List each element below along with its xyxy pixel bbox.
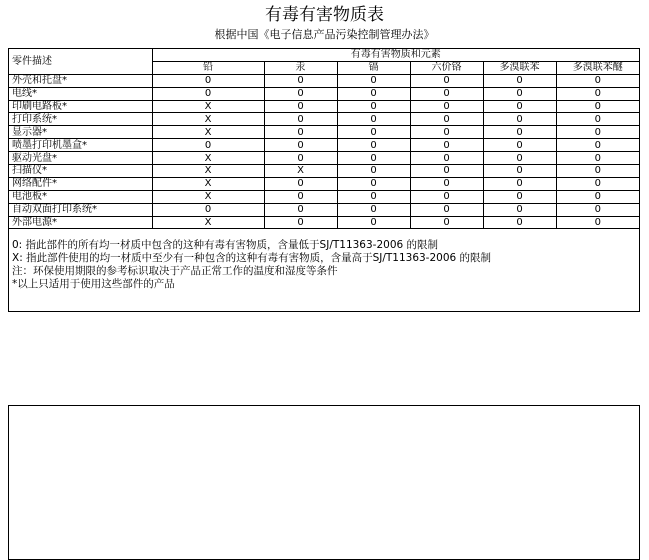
element-header: 多溴联苯 <box>483 61 556 74</box>
substance-value-cell: 0 <box>264 152 337 165</box>
substance-value-cell: 0 <box>483 177 556 190</box>
substance-value-cell: 0 <box>556 74 639 87</box>
table-row <box>9 87 639 100</box>
substances-group-header: 有毒有害物质和元素 <box>152 49 639 61</box>
substance-value-cell: 0 <box>264 190 337 203</box>
element-header: 汞 <box>264 61 337 74</box>
substance-value-cell: 0 <box>337 74 410 87</box>
substance-value-cell: 0 <box>556 203 639 216</box>
substance-value-cell: 0 <box>152 74 264 87</box>
substance-value-cell: 0 <box>483 87 556 100</box>
table-row <box>9 216 639 229</box>
element-header: 六价铬 <box>410 61 483 74</box>
note-x: X: 指此部件使用的均一材质中至少有一种包含的这种有毒有害物质，含量高于SJ/T11363-2006 的限制 <box>12 252 492 264</box>
substance-value-cell: 0 <box>410 139 483 152</box>
substance-value-cell: 0 <box>483 113 556 126</box>
part-name-cell: 打印系统* <box>9 113 152 126</box>
substance-value-cell: 0 <box>337 139 410 152</box>
substance-value-cell: 0 <box>410 126 483 139</box>
substance-value-cell: 0 <box>556 216 639 229</box>
substance-value-cell: 0 <box>410 177 483 190</box>
substance-value-cell: 0 <box>483 203 556 216</box>
substance-value-cell: 0 <box>556 113 639 126</box>
substance-value-cell: 0 <box>264 100 337 113</box>
substance-value-cell: 0 <box>337 87 410 100</box>
element-header: 铅 <box>152 61 264 74</box>
part-name-cell: 扫描仪* <box>9 165 152 178</box>
substance-value-cell: 0 <box>556 165 639 178</box>
substance-value-cell: 0 <box>264 139 337 152</box>
substance-value-cell: 0 <box>264 216 337 229</box>
substance-value-cell: 0 <box>556 152 639 165</box>
substance-value-cell: 0 <box>410 165 483 178</box>
document-subtitle: 根据中国《电子信息产品污染控制管理办法》 <box>214 28 435 41</box>
empty-box <box>8 405 640 560</box>
substance-value-cell: 0 <box>556 126 639 139</box>
part-name-cell: 印刷电路板* <box>9 100 152 113</box>
substance-value-cell: 0 <box>337 203 410 216</box>
table-row <box>9 100 639 113</box>
element-header: 镉 <box>337 61 410 74</box>
substance-value-cell: X <box>152 100 264 113</box>
element-header: 多溴联苯醚 <box>556 61 639 74</box>
document-title: 有毒有害物质表 <box>265 5 384 25</box>
substance-value-cell: 0 <box>264 74 337 87</box>
part-name-cell: 网络配件* <box>9 177 152 190</box>
substance-value-cell: 0 <box>556 87 639 100</box>
substance-value-cell: 0 <box>483 126 556 139</box>
substance-value-cell: 0 <box>556 190 639 203</box>
table-row <box>9 203 639 216</box>
note-environmental: 注：环保使用期限的参考标识取决于产品正常工作的温度和湿度等条件 <box>12 265 338 277</box>
substance-value-cell: 0 <box>410 100 483 113</box>
substance-value-cell: 0 <box>337 113 410 126</box>
substance-value-cell: 0 <box>483 74 556 87</box>
substance-value-cell: X <box>152 190 264 203</box>
substance-value-cell: 0 <box>556 100 639 113</box>
hazardous-substances-table-frame <box>8 48 640 312</box>
substance-value-cell: 0 <box>483 216 556 229</box>
substance-value-cell: 0 <box>483 152 556 165</box>
substance-value-cell: 0 <box>410 113 483 126</box>
substance-value-cell: 0 <box>264 113 337 126</box>
hazardous-substances-table <box>9 49 639 229</box>
substance-value-cell: 0 <box>410 87 483 100</box>
substance-value-cell: X <box>152 165 264 178</box>
substance-value-cell: X <box>152 177 264 190</box>
notes <box>12 239 636 291</box>
part-name-cell: 显示器* <box>9 126 152 139</box>
table-row <box>9 126 639 139</box>
part-name-cell: 自动双面打印系统* <box>9 203 152 216</box>
substance-value-cell: 0 <box>337 177 410 190</box>
substance-value-cell: 0 <box>337 126 410 139</box>
substance-value-cell: X <box>152 126 264 139</box>
substance-value-cell: 0 <box>483 165 556 178</box>
part-name-cell: 驱动光盘* <box>9 152 152 165</box>
substance-value-cell: 0 <box>410 74 483 87</box>
substance-value-cell: 0 <box>410 190 483 203</box>
table-row <box>9 152 639 165</box>
substance-value-cell: 0 <box>483 190 556 203</box>
part-name-cell: 电池板* <box>9 190 152 203</box>
substance-value-cell: X <box>152 216 264 229</box>
part-name-cell: 电线* <box>9 87 152 100</box>
table-row <box>9 177 639 190</box>
substance-value-cell: X <box>152 113 264 126</box>
substance-value-cell: 0 <box>264 87 337 100</box>
substance-value-cell: 0 <box>337 152 410 165</box>
note-asterisk: *以上只适用于使用这些部件的产品 <box>12 278 175 290</box>
substance-value-cell: 0 <box>152 139 264 152</box>
substance-value-cell: 0 <box>337 190 410 203</box>
substance-value-cell: 0 <box>337 100 410 113</box>
part-name-cell: 喷墨打印机墨盒* <box>9 139 152 152</box>
table-row <box>9 113 639 126</box>
substance-value-cell: 0 <box>410 152 483 165</box>
table-row <box>9 74 639 87</box>
substance-value-cell: 0 <box>556 139 639 152</box>
part-name-cell: 外壳和托盘* <box>9 74 152 87</box>
substance-value-cell: 0 <box>152 87 264 100</box>
table-row <box>9 190 639 203</box>
part-name-cell: 外部电源* <box>9 216 152 229</box>
substance-value-cell: 0 <box>264 126 337 139</box>
substance-value-cell: X <box>264 165 337 178</box>
substance-value-cell: 0 <box>483 139 556 152</box>
substance-value-cell: 0 <box>410 203 483 216</box>
substance-value-cell: 0 <box>337 216 410 229</box>
table-row <box>9 165 639 178</box>
substance-value-cell: 0 <box>264 177 337 190</box>
part-description-header: 零件描述 <box>9 49 152 74</box>
substance-value-cell: 0 <box>556 177 639 190</box>
substance-value-cell: 0 <box>337 165 410 178</box>
note-zero: 0: 指此部件的所有均一材质中包含的这种有毒有害物质，含量低于SJ/T11363-2006 的限制 <box>12 239 439 251</box>
substance-value-cell: 0 <box>152 203 264 216</box>
substance-value-cell: 0 <box>264 203 337 216</box>
table-row <box>9 139 639 152</box>
substance-value-cell: X <box>152 152 264 165</box>
substance-value-cell: 0 <box>410 216 483 229</box>
substance-value-cell: 0 <box>483 100 556 113</box>
